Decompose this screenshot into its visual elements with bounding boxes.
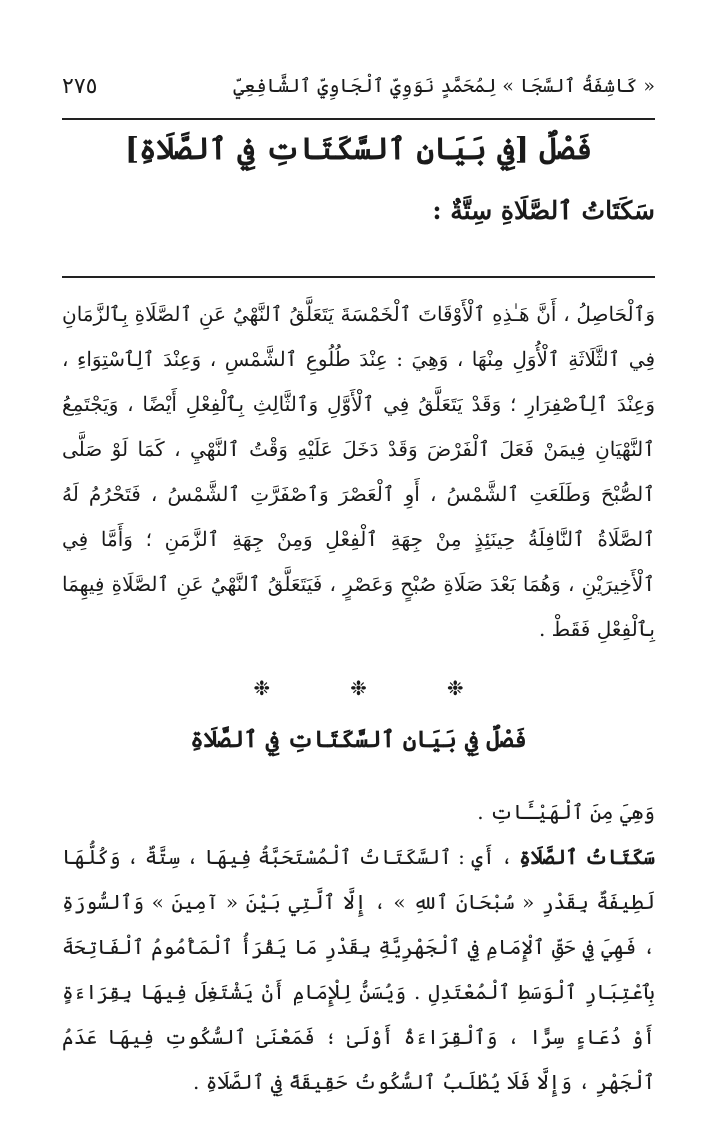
matn-separator-rule (62, 276, 655, 278)
section-title: فَصْلٌ فِي بَيَانِ ٱلسَّكَتَاتِ فِي ٱلصَّلَاةِ (190, 726, 527, 753)
section-intro: وَهِيَ مِنَ ٱلْهَيْـَٔاتِ . (477, 800, 655, 824)
section-paragraph (62, 835, 655, 1105)
matn-chapter-title: فَصْلٌ [فِي بَيَانِ ٱلسَّكَتَاتِ فِي ٱلصَّلَاةِ] (124, 132, 593, 167)
commentary-block (62, 292, 655, 652)
page-number: ٢٧٥ (62, 73, 98, 99)
page-header (62, 66, 655, 106)
commentary-paragraph: وَٱلْحَاصِلُ ، أَنَّ هَـٰذِهِ ٱلْأَوْقَاتَ ٱلْخَمْسَةَ يَتَعَلَّقُ ٱلنَّهْيُ عَنِ ٱلصَّلَاةِ بِٱلزَّمَانِ فِي ٱلثَّلَاثَةِ ٱلْأُوَلِ مِنْهَا ، وَهِيَ : عِنْدَ طُلُوعِ ٱلشَّمْسِ ، وَعِنْدَ ٱلِٱسْتِوَاءِ ، وَعِنْدَ ٱلِٱصْفِرَارِ ؛ وَقَدْ يَتَعَلَّقُ فِي ٱلْأَوَّلِ وَٱلثَّالِثِ بِٱلْفِعْلِ أَيْضًا ، وَيَجْتَمِعُ ٱلنَّهْيَانِ فِيمَنْ فَعَلَ ٱلْفَرْضَ وَقَدْ دَخَلَ عَلَيْهِ وَقْتُ ٱلنَّهْيِ ، كَمَا لَوْ صَلَّى ٱلصُّبْحَ وَطَلَعَتِ ٱلشَّمْسُ ، أَوِ ٱلْعَصْرَ وَٱصْفَرَّتِ ٱلشَّمْسُ ، فَتَحْرُمُ لَهُ ٱلصَّلَاةُ ٱلنَّافِلَةُ حِينَئِذٍ مِنْ جِهَةِ ٱلْفِعْلِ وَمِنْ جِهَةِ ٱلزَّمَنِ ؛ وَأَمَّا فِي ٱلْأَخِيرَيْنِ ، وَهُمَا بَعْدَ صَلَاةِ صُبْحٍ وَعَصْرٍ ، فَيَتَعَلَّقُ ٱلنَّهْيُ عَنِ ٱلصَّلَاةِ فِيهِمَا بِٱلْفِعْلِ فَقَطْ . (62, 302, 655, 641)
matn-text: سَكَتَاتُ ٱلصَّلَاةِ سِتَّةٌ : (432, 196, 655, 225)
ornament-star-icon: ❉ (253, 676, 271, 700)
header-rule (62, 118, 655, 120)
running-title: « كَاشِفَةُ ٱلسَّجَا » لِمُحَمَّدٍ نَوَوِيِّ ٱلْجَاوِيِّ ٱلشَّافِعِيِّ (233, 75, 655, 97)
ornament-star-icon: ❉ (446, 676, 464, 700)
section-body (62, 790, 655, 1105)
ornament-star-icon: ❉ (350, 676, 367, 700)
section-paragraph-text: ، أَيِ : ٱلسَّكَتَاتُ ٱلْمُسْتَحَبَّةُ فِيهَا ، سِتَّةٌ ، وَكُلُّهَا لَطِيفَةٌ بِقَدْرِ « سُبْحَانَ ٱللهِ » ، إِلَّا ٱلَّتِي بَيْنَ « آمِينَ » وَٱلسُّورَةِ ، فَهِيَ فِي حَقِّ ٱلْإِمَامِ فِي ٱلْجَهْرِيَّةِ بِقَدْرِ مَا يَقْرَأُ ٱلْمَأْمُومُ ٱلْفَاتِحَةَ بِٱعْتِبَارِ ٱلْوَسَطِ ٱلْمُعْتَدِلِ . وَيُسَنُّ لِلْإِمَامِ أَنْ يَشْتَغِلَ فِيهَا بِقِرَاءَةٍ أَوْ دُعَاءٍ سِرًّا ، وَٱلْقِرَاءَةُ أَوْلَىٰ ؛ فَمَعْنَىٰ ٱلسُّكُوتِ فِيهَا عَدَمُ ٱلْجَهْرِ ، وَإِلَّا فَلَا يُطْلَبُ ٱلسُّكُوتُ حَقِيقَةً فِي ٱلصَّلَاةِ . (62, 845, 655, 1094)
section-lead-term: سَكَتَاتُ ٱلصَّلَاةِ (519, 845, 656, 869)
section-separator (62, 676, 655, 700)
